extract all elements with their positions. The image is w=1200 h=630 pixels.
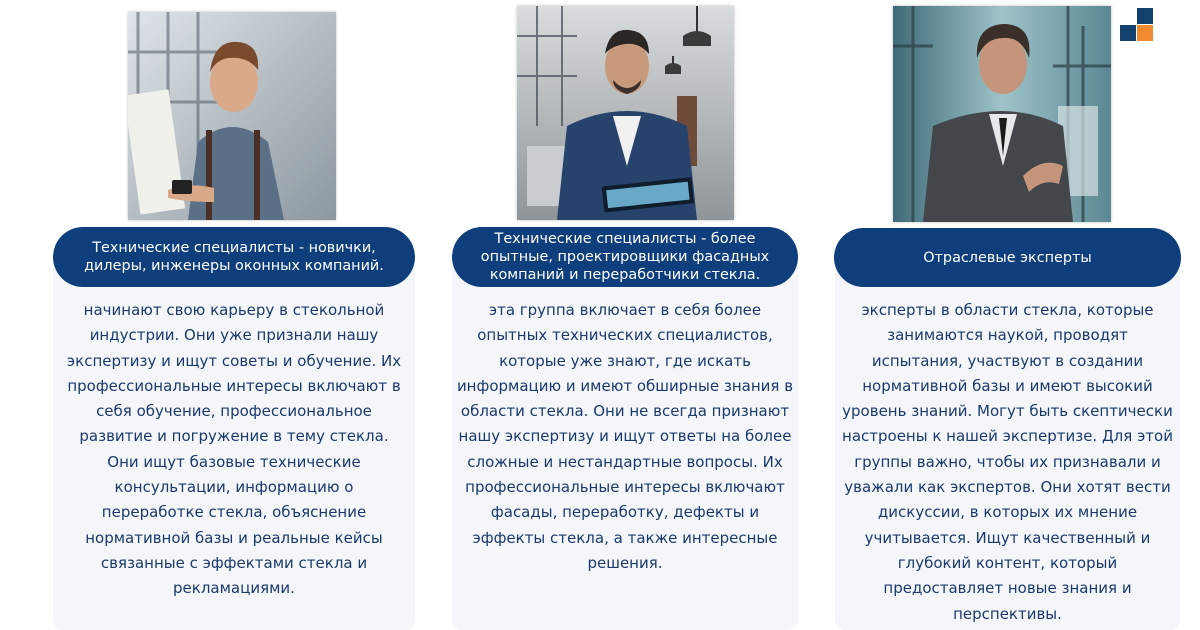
logo-square-top-left — [1120, 8, 1136, 24]
card-text-3: эксперты в области стекла, которые занимаются наукой, проводят испытания, участвуют в создании нормативной базы и имеют высокий уровень знаний. Могут быть скептически настроены к нашей экспертизе. Для этой группы важно, чтобы их признавали и уважали как экспертов. Они хотят вести дискуссии, в которых их мнение учитывается. Ищут качественный и глубокий контент, который предоставляет новые знания и перспективы. — [842, 301, 1173, 623]
card-title-1-text: Технические специалисты - новички, дилеры, инженеры оконных компаний. — [84, 240, 384, 274]
card-title-3-text: Отраслевые эксперты — [923, 249, 1092, 266]
logo-square-bottom-left — [1120, 25, 1136, 41]
photo-industry-expert-image — [893, 6, 1111, 222]
card-text-2: эта группа включает в себя более опытных технических специалистов, которые уже знают, где искать информацию и имеют обширные знания в области стекла. Они не всегда признают нашу экспертизу и ищут ответы на более сложные и нестандартные вопросы. Их профессиональные интересы включают фасады, переработку, дефекты и эффекты стекла, а также интересные решения. — [456, 301, 794, 572]
card-text-1: начинают свою карьеру в стекольной индустрии. Они уже признали нашу экспертизу и ищут советы и обучение. Их профессиональные интересы включают в себя обучение, профессиональное развитие и погружение в тему стекла. Они ищут базовые технические консультации, информацию о переработке стекла, объяснение нормативной базы и реальные кейсы связанные с эффектами стекла и рекламациями. — [66, 301, 402, 598]
logo-square-top-right — [1137, 8, 1153, 24]
brand-logo-icon — [1120, 8, 1154, 42]
card-title-1 — [53, 227, 415, 287]
photo-experienced-designer — [517, 6, 734, 220]
photo-industry-expert — [893, 6, 1111, 222]
card-title-2 — [452, 227, 798, 287]
photo-young-engineer — [128, 12, 336, 220]
photo-experienced-designer-image — [517, 6, 734, 220]
card-title-3 — [834, 228, 1181, 287]
logo-square-bottom-right — [1137, 25, 1153, 41]
card-title-2-text: Технические специалисты - более опытные, проектировщики фасадных компаний и переработчики стекла. — [480, 231, 770, 283]
photo-young-engineer-image — [128, 12, 336, 220]
